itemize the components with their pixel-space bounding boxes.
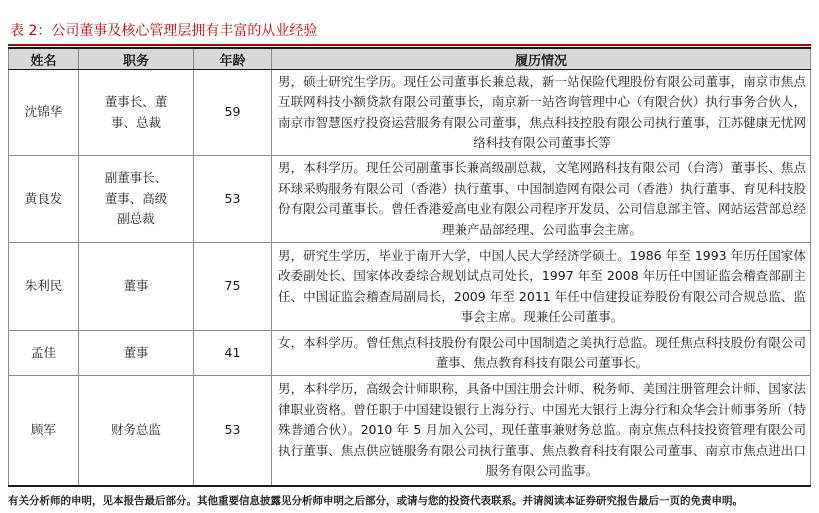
cell-name: 顾军 <box>9 376 79 486</box>
executive-table <box>8 47 811 487</box>
cell-age: 53 <box>194 156 272 243</box>
cell-age: 75 <box>194 243 272 331</box>
table-row <box>9 243 811 331</box>
cell-age: 53 <box>194 376 272 486</box>
cell-bio: 男，研究生学历，毕业于南开大学，中国人民大学经济学硕士。1986 年至 1993 年历任国家体改委副处长、国家体改委综合规划试点司处长，1997 年至 2008 年历任中国证监会稽查部副主任、中国证监会稽查局副局长，2009 年至 2011 年任中信建投证券股份有限公司合规总监、监事会主席。现兼任公司董事。 <box>272 243 811 331</box>
cell-bio: 女，本科学历。曾任焦点科技股份有限公司中国制造之美执行总监。现任焦点科技股份有限公司董事、焦点教育科技有限公司董事长。 <box>272 331 811 376</box>
table-row <box>9 331 811 376</box>
disclaimer-footer: 有关分析师的申明，见本报告最后部分。其他重要信息披露见分析师申明之后部分，或请与您的投资代表联系。并请阅读本证券研究报告最后一页的免责申明。 <box>8 495 743 507</box>
cell-name: 黄良发 <box>9 156 79 243</box>
cell-position: 董事 <box>79 331 194 376</box>
cell-bio: 男，本科学历。现任公司副董事长兼高级副总裁，文笔网路科技有限公司（台湾）董事长、焦点环球采购服务有限公司（香港）执行董事、中国制造网有限公司（香港）执行董事、育见科技股份有限公司董事长。曾任香港爱高电业有限公司程序开发员、公司信息部主管、网站运营部总经理兼产品部经理、公司监事会主席。 <box>272 156 811 243</box>
cell-bio: 男，硕士研究生学历。现任公司董事长兼总裁，新一站保险代理股份有限公司董事，南京市焦点互联网科技小额贷款有限公司董事长，南京新一站咨询管理中心（有限合伙）执行事务合伙人，南京市智慧医疗投资运营服务有限公司董事，焦点科技控股有限公司执行董事，江苏健康无忧网络科技有限公司董事长等 <box>272 70 811 156</box>
cell-name: 孟佳 <box>9 331 79 376</box>
cell-position: 董事长、董 事、总裁 <box>79 70 194 156</box>
table-row <box>9 376 811 486</box>
cell-name: 沈锦华 <box>9 70 79 156</box>
caption-divider <box>8 44 811 46</box>
table-row <box>9 156 811 243</box>
cell-position: 董事 <box>79 243 194 331</box>
table-header-row <box>9 48 811 70</box>
cell-age: 59 <box>194 70 272 156</box>
cell-bio: 男，本科学历，高级会计师职称，具备中国注册会计师、税务师、美国注册管理会计师、国家法律职业资格。曾任职于中国建设银行上海分行、中国光大银行上海分行和众华会计师事务所（特殊普通合伙）。2010 年 5 月加入公司，现任董事兼财务总监。南京焦点科技投资管理有限公司执行董事、焦点供应链服务有限公司执行董事、焦点教育科技有限公司董事、南京市焦点进出口服务有限公司监事。 <box>272 376 811 486</box>
cell-position: 副董事长、 董事、高级 副总裁 <box>79 156 194 243</box>
header-bio: 履历情况 <box>272 48 811 70</box>
cell-age: 41 <box>194 331 272 376</box>
header-name: 姓名 <box>9 48 79 70</box>
cell-position: 财务总监 <box>79 376 194 486</box>
cell-name: 朱利民 <box>9 243 79 331</box>
header-position: 职务 <box>79 48 194 70</box>
table-row <box>9 70 811 156</box>
header-age: 年龄 <box>194 48 272 70</box>
table-caption: 表 2：公司董事及核心管理层拥有丰富的从业经验 <box>10 23 318 39</box>
